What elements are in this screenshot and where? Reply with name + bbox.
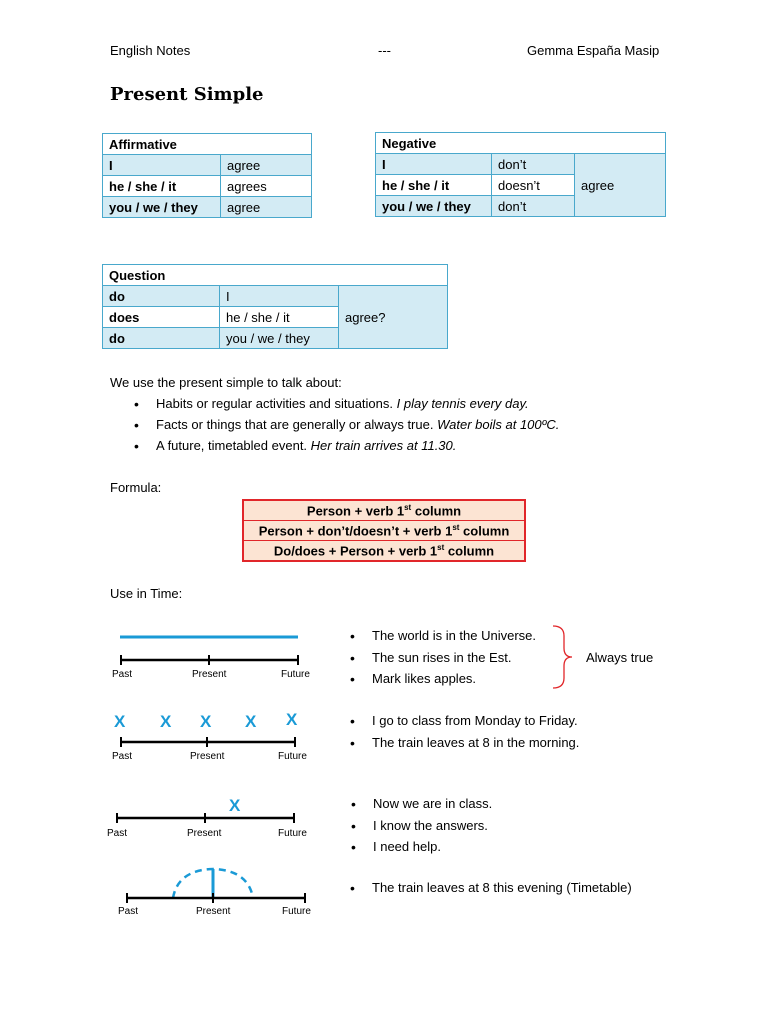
always-examples	[372, 628, 536, 693]
habit-mark: X	[245, 712, 257, 731]
question-table	[102, 264, 448, 349]
table-cell: he / she / it	[103, 176, 221, 197]
axis-label-future: Future	[278, 751, 307, 762]
axis-label-past: Past	[107, 828, 128, 839]
timeline-always	[105, 630, 325, 682]
table-cell: you / we / they	[376, 196, 492, 217]
formula-row: Do/does + Person + verb 1st column	[243, 541, 525, 562]
always-true-note: Always true	[586, 650, 654, 665]
table-cell: he / she / it	[220, 307, 339, 328]
habit-mark: X	[286, 710, 298, 729]
list-item: • The sun rises in the Est.	[372, 650, 536, 672]
table-cell: don’t	[492, 196, 575, 217]
affirmative-table	[102, 133, 312, 218]
table-cell: I	[376, 154, 492, 175]
axis-label-future: Future	[282, 906, 311, 917]
list-item: • The world is in the Universe.	[372, 628, 536, 650]
axis-label-past: Past	[112, 751, 133, 762]
axis-label-future: Future	[278, 828, 307, 839]
list-item: • Facts or things that are generally or always true. Water boils at 100ºC.	[156, 417, 716, 438]
table-cell: agree	[221, 155, 312, 176]
list-item: • A future, timetabled event. Her train arrives at 11.30.	[156, 438, 716, 459]
habit-examples	[372, 713, 579, 756]
axis-label-present: Present	[196, 906, 231, 917]
now-mark: X	[229, 796, 241, 815]
negative-heading: Negative	[376, 133, 666, 154]
uses-intro: We use the present simple to talk about:	[110, 375, 342, 390]
table-cell: do	[103, 328, 220, 349]
time-label: Use in Time:	[110, 586, 183, 601]
now-examples	[373, 796, 492, 861]
list-item: • I know the answers.	[373, 818, 492, 840]
header-center: ---	[378, 43, 391, 58]
timeline-habits	[105, 708, 325, 764]
question-heading: Question	[103, 265, 448, 286]
table-cell: doesn’t	[492, 175, 575, 196]
habit-mark: X	[200, 712, 212, 731]
formula-label: Formula:	[110, 480, 162, 495]
list-item: • Now we are in class.	[373, 796, 492, 818]
table-cell: does	[103, 307, 220, 328]
list-item: • Mark likes apples.	[372, 671, 536, 693]
timeline-timetable	[110, 862, 330, 920]
negative-verb: agree	[575, 154, 666, 217]
header-right: Gemma España Masip	[527, 43, 660, 58]
table-cell: I	[103, 155, 221, 176]
habit-mark: X	[114, 712, 126, 731]
timeline-now	[100, 794, 320, 840]
axis-label-past: Past	[118, 906, 139, 917]
list-item: • I need help.	[373, 839, 492, 861]
axis-label-future: Future	[281, 669, 310, 680]
formula-table	[242, 499, 526, 562]
axis-label-present: Present	[187, 828, 222, 839]
axis-label-past: Past	[112, 669, 133, 680]
table-cell: agrees	[221, 176, 312, 197]
habit-mark: X	[160, 712, 172, 731]
axis-label-present: Present	[192, 669, 227, 680]
uses-list	[110, 396, 716, 459]
table-cell: do	[103, 286, 220, 307]
table-cell: I	[220, 286, 339, 307]
curly-brace	[550, 624, 580, 690]
affirmative-heading: Affirmative	[103, 134, 312, 155]
question-verb: agree?	[339, 286, 448, 349]
negative-table	[375, 132, 666, 217]
table-cell: you / we / they	[103, 197, 221, 218]
formula-row: Person + don’t/doesn’t + verb 1st column	[243, 521, 525, 541]
table-cell: he / she / it	[376, 175, 492, 196]
table-cell: agree	[221, 197, 312, 218]
list-item: • Habits or regular activities and situations. I play tennis every day.	[156, 396, 716, 417]
table-cell: you / we / they	[220, 328, 339, 349]
header-left: English Notes	[110, 43, 191, 58]
list-item: • The train leaves at 8 this evening (Timetable)	[372, 880, 632, 902]
table-cell: don’t	[492, 154, 575, 175]
timetable-examples	[372, 880, 632, 902]
formula-row: Person + verb 1st column	[243, 500, 525, 521]
page-title: Present Simple	[110, 84, 264, 105]
list-item: • The train leaves at 8 in the morning.	[372, 735, 579, 757]
axis-label-present: Present	[190, 751, 225, 762]
list-item: • I go to class from Monday to Friday.	[372, 713, 579, 735]
